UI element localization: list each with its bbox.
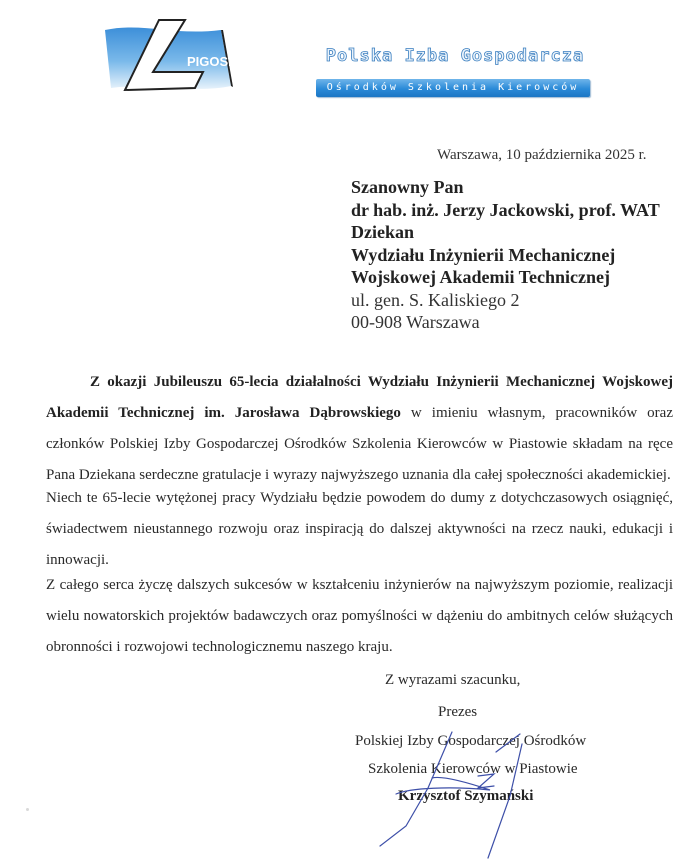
recipient-name: dr hab. inż. Jerzy Jackowski, prof. WAT [351, 199, 660, 220]
signatory-org-line2: Szkolenia Kierowców w Piastowie [368, 761, 578, 777]
logo-flag-icon [103, 16, 233, 98]
recipient-institution: Wojskowej Akademii Technicznej [351, 267, 611, 287]
org-name-line1: Polska Izba Gospodarcza [325, 46, 585, 66]
signatory-title: Prezes [438, 704, 478, 720]
body-paragraph-1 [46, 367, 673, 491]
pigosk-logo [103, 16, 233, 98]
body-paragraph-3: Z całego serca życzę dalszych sukcesów w kształceniu inżynierów na najwyższym poziomie, realizacji wielu nowatorskich projektów badawczych oraz pomyślności w dążeniu do ambitnych celów służących obronności i rozwojowi technologicznemu naszego kraju. [46, 577, 673, 655]
scan-artifact [26, 808, 29, 811]
signatory-org-line1: Polskiej Izby Gospodarczej Ośrodków [355, 733, 587, 749]
recipient-faculty: Wydziału Inżynierii Mechanicznej [351, 244, 616, 265]
body-paragraph-2: Niech te 65-lecie wytężonej pracy Wydziału będzie powodem do dumy z dotychczasowych osiągnięć, świadectwem nieustannego rozwoju oraz inspiracją do dalszej aktywności na rzecz nauki, edukacji i innowacji. [46, 490, 673, 568]
org-wordmark [316, 46, 592, 102]
recipient-address-block [351, 176, 660, 334]
signatory-name: Krzysztof Szymański [398, 788, 534, 804]
recipient-salutation: Szanowny Pan [351, 177, 464, 197]
recipient-postal-city: 00-908 Warszawa [351, 312, 480, 332]
org-name-band [316, 79, 590, 97]
logo-text: PIGOSK [187, 54, 233, 69]
paragraph-1-text: w imieniu własnym, pracowników oraz członków Polskiej Izby Gospodarczej Ośrodków Szkolenia Kierowców w Piastowie składam na ręce Pana Dziekana serdeczne gratulacje i wyrazy najwyższego uznania dla całej społeczności akademickiej. [46, 405, 673, 483]
letter-date: Warszawa, 10 października 2025 r. [437, 147, 647, 163]
paragraph-1-bold-intro: Z okazji Jubileuszu 65-lecia działalności Wydziału Inżynierii Mechanicznej Wojskowej Akademii Technicznej im. Jarosława Dąbrowskiego [46, 374, 673, 421]
recipient-street: ul. gen. S. Kaliskiego 2 [351, 289, 520, 310]
org-name-line2: Ośrodków Szkolenia Kierowców [326, 82, 580, 93]
recipient-position: Dziekan [351, 222, 414, 242]
closing-regards: Z wyrazami szacunku, [385, 672, 521, 688]
